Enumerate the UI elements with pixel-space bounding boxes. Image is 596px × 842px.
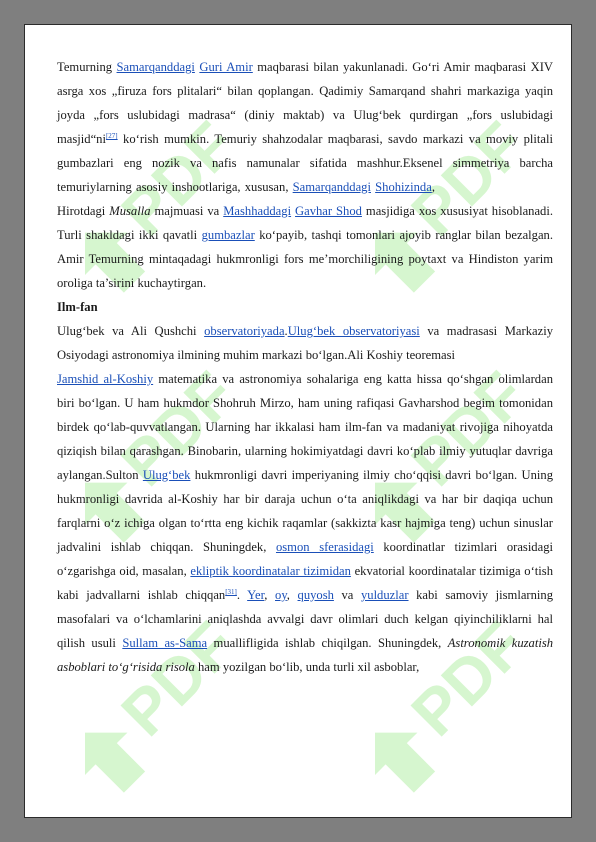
link-observatoriyada[interactable]: observatoriyada [204, 324, 285, 338]
section-heading: Ilm-fan [57, 300, 98, 314]
text: ko‘payib, tashqi tomonlari ajoyib ranglar bilan bezalgan. Amir Temurning mintaqadagi hukmronligi fors me’morchiligining poytaxt va Hindiston yarim oroliga ta’sirini kuchaytirgan. [57, 228, 553, 290]
text: , [264, 588, 276, 602]
link-yulduzlar[interactable]: yulduzlar [360, 588, 409, 602]
text: maqbarasi bilan yakunlanadi. Go‘ri Amir maqbarasi XIV asrga xos „firuza fors plitalari“ bilan qoplangan. Qadimiy Samarqand shahri markaziga yaqin joyda „fors uslubidagi madrasa“ (diniy maktab) va Ulug‘bek qurdirgan „fors uslubidagi masjid“ni [57, 60, 553, 146]
link-shohizinda[interactable]: Shohizinda [375, 180, 432, 194]
link-yer[interactable]: Yer [247, 588, 265, 602]
text: kabi samoviy jismlarning masofalari va o‘lchamlarini aniqlashda avvalgi davr olimlari duch kelgan qiyinchiliklarni hal qilish usuli [57, 588, 553, 650]
link-quyosh[interactable]: quyosh [297, 588, 334, 602]
link-ulugbek-observatoriyasi[interactable]: Ulug‘bek observatoriyasi [287, 324, 420, 338]
link-gavhar-shod[interactable]: Gavhar Shod [295, 204, 362, 218]
text: ham yozilgan bo‘lib, unda turli xil asboblar, [194, 660, 420, 674]
italic-text: Astronomik kuzatish asboblari to‘g‘risida risola [57, 636, 554, 674]
paragraph-architecture [57, 55, 553, 295]
text: hukmronligi davri imperiyaning ilmiy cho‘qqisi davri bo‘lgan. Uning hukmronligi davrida al-Koshiy har bir daraja uchun o‘ta aniqlikdagi va har bir daqiqa uchun farqlarni o‘z ichiga olgan to‘rtta eng kichik raqamlar (sakkizta kasr hajmiga teng) uchun sinuslar jadvalini ishlab chiqqan. Shuningdek, [57, 468, 553, 554]
text: masjidiga xos xususiyat hisoblanadi. Turli shakldagi ikki qavatli [57, 204, 554, 242]
text: ekvatorial koordinatalar tizimiga o‘tish kabi jadvallarni ishlab chiqqan [57, 564, 553, 602]
footnote-link[interactable]: [31] [225, 587, 237, 596]
text: Hirotdagi [57, 204, 110, 218]
text: Temurning [57, 60, 117, 74]
text: koordinatlar tizimlari orasidagi o‘zgarishga oid, masalan, [57, 540, 553, 578]
link-samarqanddagi[interactable]: Samarqanddagi [292, 180, 371, 194]
text: muallifligida ishlab chiqilgan. Shuningdek, [207, 636, 448, 650]
text: va madrasasi Markaziy Osiyodagi astronomiya ilmining muhim markazi bo‘lgan.Ali Koshiy teoremasi [57, 324, 553, 362]
text: , [286, 588, 298, 602]
link-jamshid-al-koshiy[interactable]: Jamshid al-Koshiy [57, 372, 154, 386]
link-guri-amir[interactable]: Guri Amir [199, 60, 253, 74]
link-gumbazlar[interactable]: gumbazlar [201, 228, 255, 242]
link-sullam-as-sama[interactable]: Sullam as-Sama [122, 636, 208, 650]
text: , [431, 180, 435, 194]
watermark: PDF [25, 25, 573, 819]
footnote-link[interactable]: [27] [105, 131, 118, 140]
body-text [57, 55, 553, 679]
link-ulugbek[interactable]: Ulug‘bek [142, 468, 191, 482]
link-mashhaddagi[interactable]: Mashhaddagi [223, 204, 292, 218]
document-page [24, 0, 572, 818]
text: majmuasi va [150, 204, 224, 218]
text: . [284, 324, 288, 338]
text: Ulug‘bek va Ali Qushchi [57, 324, 205, 338]
link-osmon-sferasidagi[interactable]: osmon sferasidagi [275, 540, 374, 554]
link-samarqanddagi[interactable]: Samarqanddagi [116, 60, 195, 74]
footnote-ref [225, 588, 237, 596]
text: . [236, 588, 248, 602]
link-oy[interactable]: oy [275, 588, 287, 602]
text: ko‘rish mumkin. Temuriy shahzodalar maqbarasi, savdo markazi va moviy plitali gumbazlari eng nozik va nafis namunalar sifatida mashhur.Eksenel simmetriya barcha temuriylarning asosiy inshootlariga, xususan, [57, 132, 553, 194]
text: va [333, 588, 361, 602]
link-ekliptik-koordinatalar[interactable]: ekliptik koordinatalar tizimidan [190, 564, 351, 578]
paragraph-koshiy [57, 367, 553, 679]
italic-text: Musalla [109, 204, 151, 218]
footnote-ref [106, 132, 118, 140]
text: matematika va astronomiya sohalariga eng katta hissa qo‘shgan olimlardan biri bo‘lgan. U ham hukmdor Shohruh Mirzo, ham uning rafiqasi Gavharshod begim tomonidan birdek qo‘lab-quvvatlangan. Ularning har ikkalasi ham ilm-fan va madaniyat rivojiga nihoyatda qiziqish bilan qarashgan. Binobarin, ularning hokimiyatdagi davri ko‘plab ilmiy yutuqlar davriga aylangan.Sulton [57, 372, 553, 482]
paragraph-observatory [57, 319, 553, 367]
